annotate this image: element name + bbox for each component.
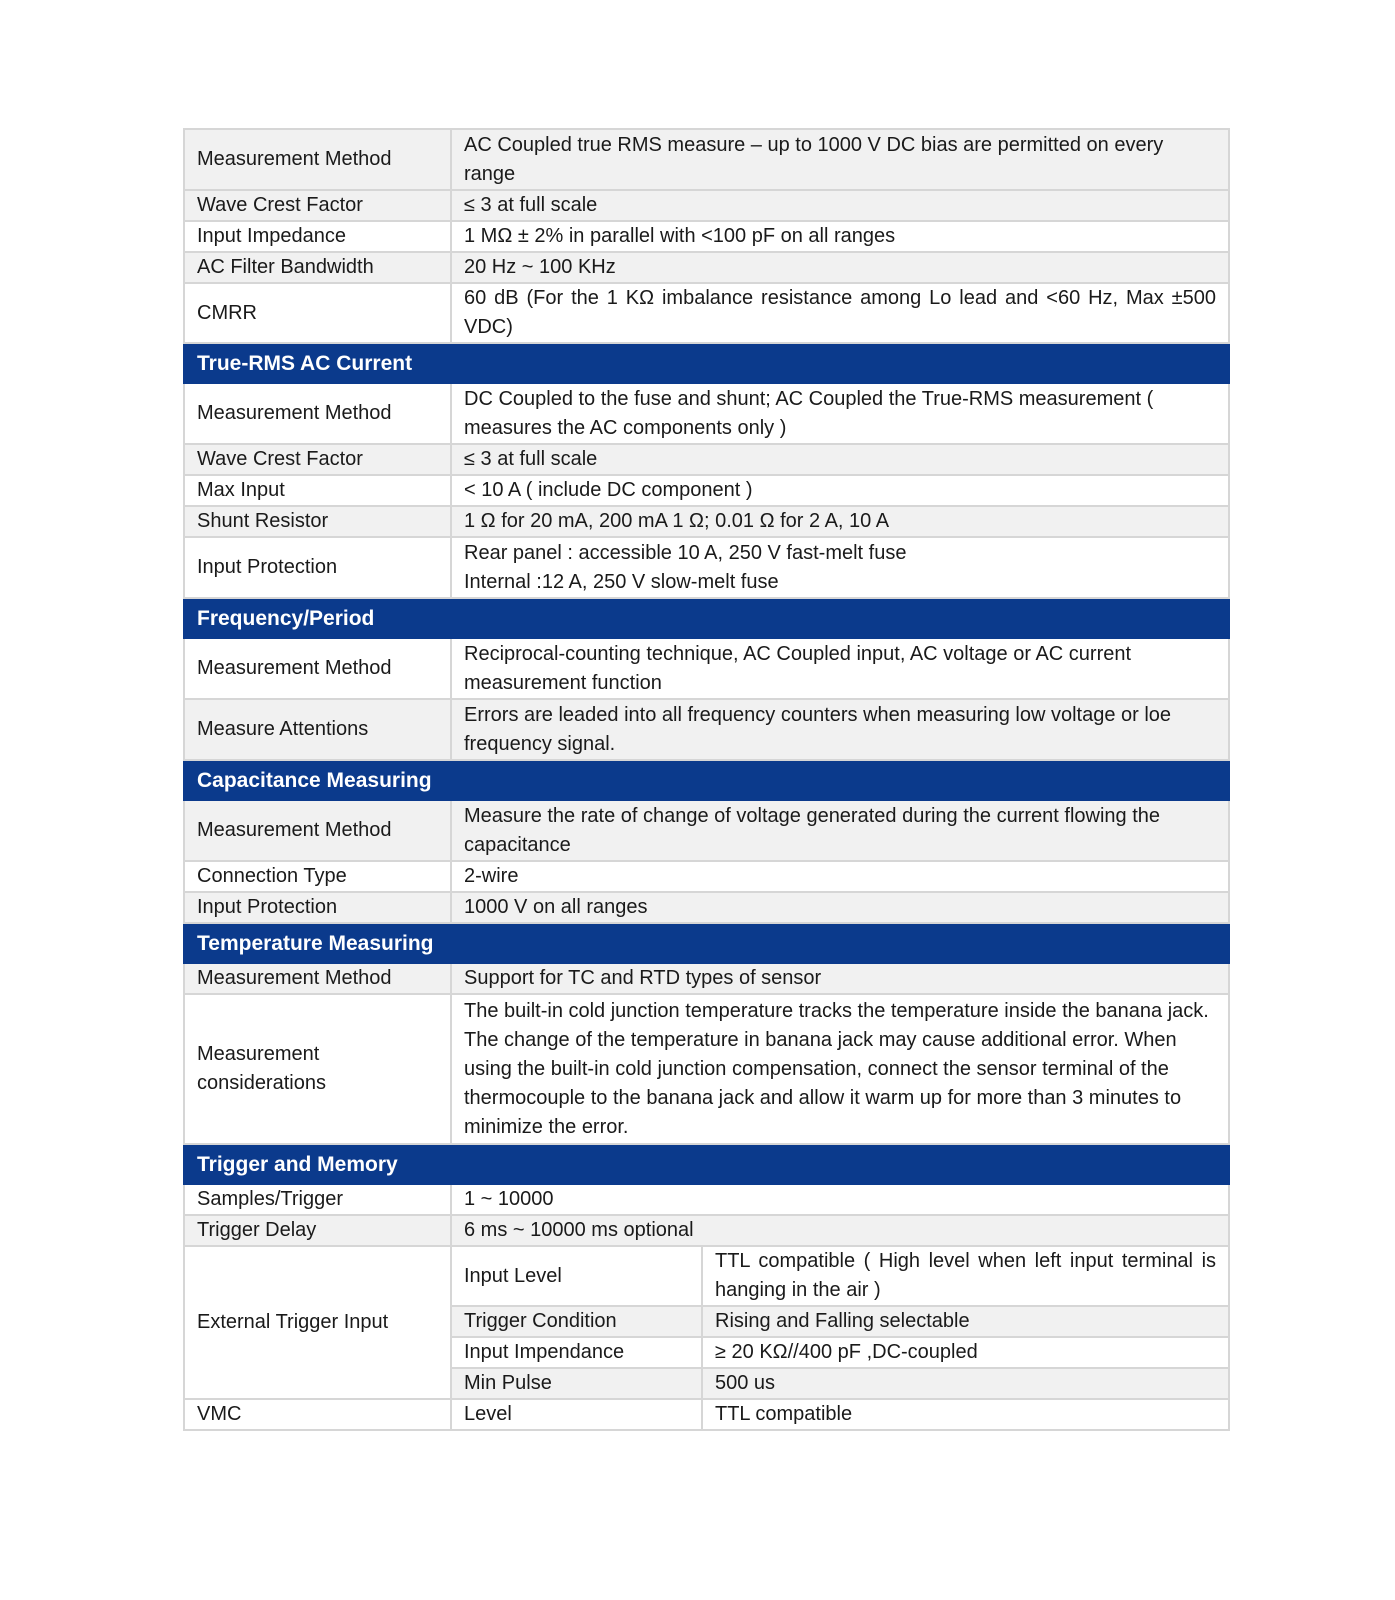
table-row (184, 283, 1229, 343)
spec-label: Wave Crest Factor (184, 190, 451, 221)
table-row (184, 800, 1229, 861)
table-row (184, 1184, 1229, 1215)
spec-value: TTL compatible ( High level when left input terminal is hanging in the air ) (702, 1246, 1229, 1306)
spec-value: Errors are leaded into all frequency counters when measuring low voltage or loe frequency signal. (451, 699, 1229, 760)
table-row (184, 861, 1229, 892)
spec-value: ≤ 3 at full scale (451, 190, 1229, 221)
spec-label: Max Input (184, 475, 451, 506)
spec-label: VMC (184, 1399, 451, 1430)
spec-value: 60 dB (For the 1 KΩ imbalance resistance among Lo lead and <60 Hz, Max ±500 VDC) (451, 283, 1229, 343)
section-title: Frequency/Period (184, 598, 1229, 638)
section-header (184, 760, 1229, 800)
spec-label: Measurement Method (184, 800, 451, 861)
table-row (184, 1399, 1229, 1430)
spec-value: < 10 A ( include DC component ) (451, 475, 1229, 506)
table-row (184, 892, 1229, 923)
spec-value (451, 537, 1229, 598)
table-row (184, 1246, 1229, 1306)
section-title: True-RMS AC Current (184, 343, 1229, 383)
spec-label: Samples/Trigger (184, 1184, 451, 1215)
spec-label: Input Impedance (184, 221, 451, 252)
spec-label: Measurement considerations (184, 994, 451, 1144)
spec-label: Trigger Delay (184, 1215, 451, 1246)
spec-label: Input Protection (184, 892, 451, 923)
table-row (184, 963, 1229, 994)
spec-label: Input Protection (184, 537, 451, 598)
spec-label: Measurement Method (184, 638, 451, 699)
table-row (184, 129, 1229, 190)
spec-value: 1 MΩ ± 2% in parallel with <100 pF on all ranges (451, 221, 1229, 252)
spec-value: 2-wire (451, 861, 1229, 892)
spec-table (183, 128, 1230, 1431)
table-row (184, 537, 1229, 598)
spec-label: Connection Type (184, 861, 451, 892)
spec-sub-label: Input Level (451, 1246, 702, 1306)
table-row (184, 506, 1229, 537)
spec-value: 1000 V on all ranges (451, 892, 1229, 923)
spec-value: 20 Hz ~ 100 KHz (451, 252, 1229, 283)
table-row (184, 190, 1229, 221)
spec-sub-label: Input Impendance (451, 1337, 702, 1368)
spec-value: ≥ 20 KΩ//400 pF ,DC-coupled (702, 1337, 1229, 1368)
spec-value: Reciprocal-counting technique, AC Coupled input, AC voltage or AC current measurement function (451, 638, 1229, 699)
spec-value: DC Coupled to the fuse and shunt; AC Coupled the True-RMS measurement ( measures the AC components only ) (451, 383, 1229, 444)
spec-sub-label: Min Pulse (451, 1368, 702, 1399)
section-header (184, 923, 1229, 963)
spec-value: Support for TC and RTD types of sensor (451, 963, 1229, 994)
spec-value: 1 Ω for 20 mA, 200 mA 1 Ω; 0.01 Ω for 2 A, 10 A (451, 506, 1229, 537)
spec-label: CMRR (184, 283, 451, 343)
spec-sub-label: Trigger Condition (451, 1306, 702, 1337)
section-header (184, 343, 1229, 383)
spec-label: Measurement Method (184, 129, 451, 190)
table-row (184, 252, 1229, 283)
spec-label: Shunt Resistor (184, 506, 451, 537)
spec-label: Measurement Method (184, 383, 451, 444)
spec-value: TTL compatible (702, 1399, 1229, 1430)
spec-value: AC Coupled true RMS measure – up to 1000 V DC bias are permitted on every range (451, 129, 1229, 190)
spec-label: AC Filter Bandwidth (184, 252, 451, 283)
spec-value-line: Rear panel : accessible 10 A, 250 V fast-melt fuse (464, 541, 907, 564)
spec-value: 500 us (702, 1368, 1229, 1399)
section-title: Capacitance Measuring (184, 760, 1229, 800)
spec-value: 6 ms ~ 10000 ms optional (451, 1215, 1229, 1246)
spec-sub-label: Level (451, 1399, 702, 1430)
spec-value: ≤ 3 at full scale (451, 444, 1229, 475)
spec-value: The built-in cold junction temperature tracks the temperature inside the banana jack. The change of the temperature in banana jack may cause additional error. When using the built-in cold junction compensation, connect the sensor terminal of the thermocouple to the banana jack and allow it warm up for more than 3 minutes to minimize the error. (451, 994, 1229, 1144)
table-row (184, 699, 1229, 760)
table-row (184, 383, 1229, 444)
table-row (184, 221, 1229, 252)
spec-value-line: Internal :12 A, 250 V slow-melt fuse (464, 570, 779, 593)
spec-value: Rising and Falling selectable (702, 1306, 1229, 1337)
section-header (184, 1144, 1229, 1184)
spec-value: Measure the rate of change of voltage generated during the current flowing the capacitance (451, 800, 1229, 861)
spec-label: Wave Crest Factor (184, 444, 451, 475)
section-title: Trigger and Memory (184, 1144, 1229, 1184)
table-row (184, 475, 1229, 506)
section-title: Temperature Measuring (184, 923, 1229, 963)
table-row (184, 638, 1229, 699)
spec-label: Measurement Method (184, 963, 451, 994)
spec-value: 1 ~ 10000 (451, 1184, 1229, 1215)
spec-label: Measure Attentions (184, 699, 451, 760)
section-header (184, 598, 1229, 638)
table-row (184, 1215, 1229, 1246)
spec-label: External Trigger Input (184, 1246, 451, 1399)
table-row (184, 444, 1229, 475)
table-row (184, 994, 1229, 1144)
